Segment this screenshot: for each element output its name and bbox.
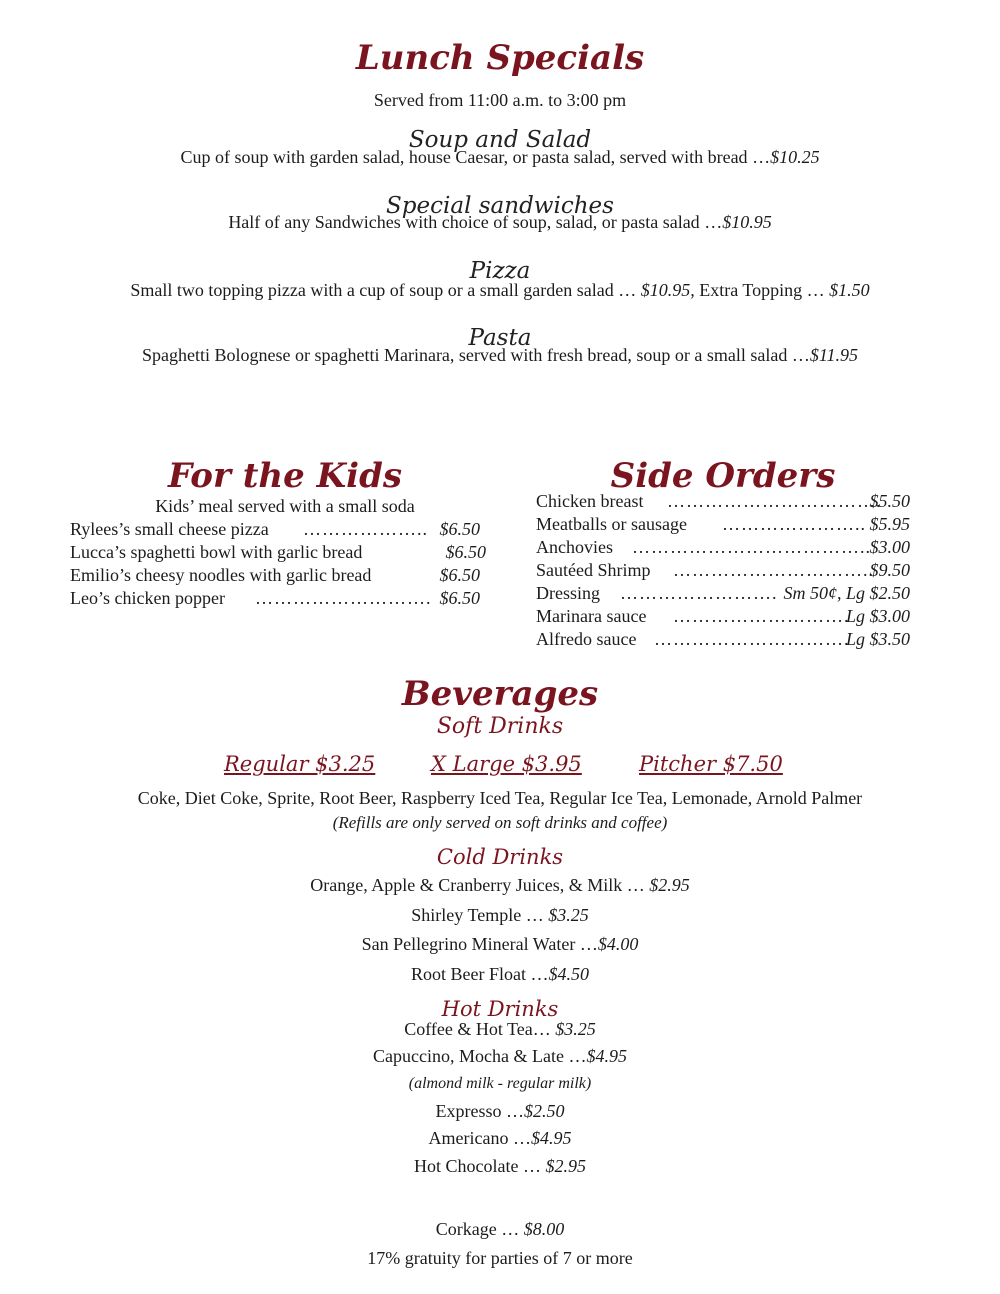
kids-subtitle: Kids’ meal served with a small soda xyxy=(155,496,415,516)
side-order-price: $9.50 xyxy=(869,560,910,580)
side-order-item: Sautéed Shrimp ………………………….. $9.50 xyxy=(536,560,910,580)
side-order-price: $5.95 xyxy=(869,514,910,534)
side-order-item: Meatballs or sausage ………………….. $5.95 xyxy=(536,514,910,534)
side-order-price: $3.00 xyxy=(869,537,910,557)
lunch-item-name: Soup and Salad xyxy=(408,127,592,153)
lunch-item-name: Pizza xyxy=(469,258,531,284)
side-order-price: Lg $3.00 xyxy=(845,606,910,626)
lunch-item-description: Small two topping pizza with a cup of soup or a small garden salad … $10.95, Extra Topping … $1.50 xyxy=(130,280,870,300)
kids-item-price: $6.50 xyxy=(439,588,480,608)
side-order-item: Anchovies ……………………………….. $3.00 xyxy=(536,537,910,557)
cold-drink-item: Orange, Apple & Cranberry Juices, & Milk … $2.95 xyxy=(310,875,690,895)
side-order-price: Lg $3.50 xyxy=(845,629,910,649)
lunch-item-price: $10.25 xyxy=(770,147,820,167)
kids-menu-item: Lucca’s spaghetti bowl with garlic bread $6.50 xyxy=(70,542,486,562)
refill-note: (Refills are only served on soft drinks and coffee) xyxy=(332,813,668,832)
lunch-item-price: $10.95 xyxy=(722,212,772,232)
hot-drink-item: Expresso …$2.50 xyxy=(435,1101,565,1121)
kids-item-price: $6.50 xyxy=(445,542,486,562)
lunch-item-description: Cup of soup with garden salad, house Caesar, or pasta salad, served with bread …$10.25 xyxy=(180,147,820,167)
hot-drink-item: Americano …$4.95 xyxy=(428,1128,572,1148)
size-regular: Regular $3.25 xyxy=(224,752,376,776)
lunch-item-name: Special sandwiches xyxy=(386,193,614,219)
cold-drinks-title: Cold Drinks xyxy=(436,845,564,869)
milk-options-note: (almond milk - regular milk) xyxy=(408,1075,592,1092)
side-order-item: Dressing ……………………. Sm 50¢, Lg $2.50 xyxy=(536,583,910,603)
hot-drink-item: Hot Chocolate … $2.95 xyxy=(414,1156,586,1176)
hot-drinks-title: Hot Drinks xyxy=(441,997,559,1021)
side-order-item: Alfredo sauce …………………………. Lg $3.50 xyxy=(536,629,910,649)
side-order-price: Sm 50¢, Lg $2.50 xyxy=(783,583,910,603)
lunch-item-price: $11.95 xyxy=(809,345,858,365)
cold-drink-item: San Pellegrino Mineral Water …$4.00 xyxy=(361,934,639,954)
kids-menu-item: Leo’s chicken popper ………………………. $6.50 xyxy=(70,588,480,608)
side-orders-title: Side Orders xyxy=(610,456,836,496)
side-order-item: Chicken breast ……………………………. $5.50 xyxy=(536,491,910,511)
kids-item-price: $6.50 xyxy=(439,565,480,585)
beverages-title: Beverages xyxy=(401,674,599,714)
hot-drink-item: Coffee & Hot Tea… $3.25 xyxy=(404,1019,596,1039)
kids-menu-item: Emilio’s cheesy noodles with garlic bread $6.50 xyxy=(70,565,480,585)
lunch-item-name: Pasta xyxy=(468,325,532,351)
kids-item-price: $6.50 xyxy=(439,519,480,539)
lunch-specials-title: Lunch Specials xyxy=(355,38,645,78)
soft-drink-list: Coke, Diet Coke, Sprite, Root Beer, Raspberry Iced Tea, Regular Ice Tea, Lemonade, Arnold Palmer xyxy=(137,788,863,808)
lunch-served-hours: Served from 11:00 a.m. to 3:00 pm xyxy=(373,90,627,110)
kids-menu-item: Rylees’s small cheese pizza ……………….. $6.50 xyxy=(70,519,480,539)
side-order-item: Marinara sauce ………………………. Lg $3.00 xyxy=(536,606,910,626)
cold-drink-item: Shirley Temple … $3.25 xyxy=(411,905,589,925)
lunch-item-price: $10.95, xyxy=(640,280,695,300)
size-x-large: X Large $3.95 xyxy=(431,752,582,776)
gratuity-note: 17% gratuity for parties of 7 or more xyxy=(367,1248,633,1268)
kids-title: For the Kids xyxy=(168,456,402,496)
hot-drink-item: Capuccino, Mocha & Late …$4.95 xyxy=(373,1046,627,1066)
lunch-item-description: Half of any Sandwiches with choice of soup, salad, or pasta salad …$10.95 xyxy=(228,212,772,232)
side-order-price: $5.50 xyxy=(869,491,910,511)
size-pitcher: Pitcher $7.50 xyxy=(639,752,783,776)
soft-drinks-title: Soft Drinks xyxy=(436,714,564,739)
cold-drink-item: Root Beer Float …$4.50 xyxy=(411,964,589,984)
lunch-item-description: Spaghetti Bolognese or spaghetti Marinara, served with fresh bread, soup or a small salad …$11.95 xyxy=(142,345,858,365)
corkage-fee: Corkage … $8.00 xyxy=(435,1219,565,1239)
